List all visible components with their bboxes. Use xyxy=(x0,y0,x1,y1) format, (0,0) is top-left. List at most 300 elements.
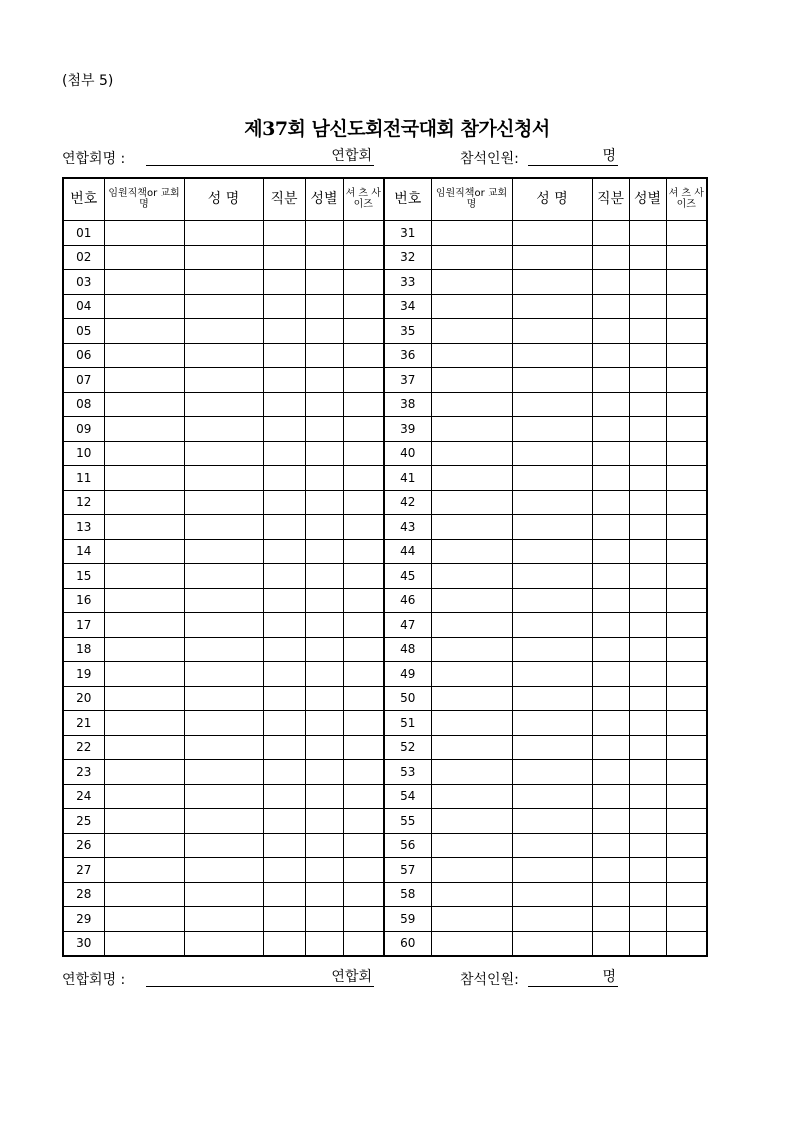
gender-cell[interactable] xyxy=(305,441,343,466)
office-cell[interactable] xyxy=(104,441,184,466)
office-cell[interactable] xyxy=(431,490,512,515)
position-cell[interactable] xyxy=(263,735,305,760)
shirt-size-cell[interactable] xyxy=(666,809,707,834)
shirt-size-cell[interactable] xyxy=(666,368,707,393)
name-cell[interactable] xyxy=(184,319,263,344)
gender-cell[interactable] xyxy=(305,858,343,883)
gender-cell[interactable] xyxy=(305,270,343,295)
position-cell[interactable] xyxy=(263,564,305,589)
name-cell[interactable] xyxy=(512,760,592,785)
gender-cell[interactable] xyxy=(305,466,343,491)
gender-cell[interactable] xyxy=(305,931,343,956)
shirt-size-cell[interactable] xyxy=(666,343,707,368)
name-cell[interactable] xyxy=(184,735,263,760)
gender-cell[interactable] xyxy=(629,784,666,809)
office-cell[interactable] xyxy=(104,711,184,736)
gender-cell[interactable] xyxy=(305,515,343,540)
office-cell[interactable] xyxy=(104,515,184,540)
shirt-size-cell[interactable] xyxy=(343,515,384,540)
name-cell[interactable] xyxy=(512,441,592,466)
office-cell[interactable] xyxy=(104,833,184,858)
office-cell[interactable] xyxy=(431,417,512,442)
gender-cell[interactable] xyxy=(305,417,343,442)
shirt-size-cell[interactable] xyxy=(343,735,384,760)
name-cell[interactable] xyxy=(512,882,592,907)
position-cell[interactable] xyxy=(263,392,305,417)
position-cell[interactable] xyxy=(592,735,629,760)
name-cell[interactable] xyxy=(512,221,592,246)
office-cell[interactable] xyxy=(104,588,184,613)
name-cell[interactable] xyxy=(512,245,592,270)
position-cell[interactable] xyxy=(263,882,305,907)
position-cell[interactable] xyxy=(263,441,305,466)
shirt-size-cell[interactable] xyxy=(666,711,707,736)
gender-cell[interactable] xyxy=(305,221,343,246)
office-cell[interactable] xyxy=(104,270,184,295)
shirt-size-cell[interactable] xyxy=(343,564,384,589)
gender-cell[interactable] xyxy=(305,343,343,368)
office-cell[interactable] xyxy=(431,515,512,540)
position-cell[interactable] xyxy=(263,613,305,638)
office-cell[interactable] xyxy=(104,294,184,319)
office-cell[interactable] xyxy=(431,343,512,368)
position-cell[interactable] xyxy=(263,637,305,662)
shirt-size-cell[interactable] xyxy=(666,784,707,809)
gender-cell[interactable] xyxy=(629,711,666,736)
office-cell[interactable] xyxy=(431,662,512,687)
name-cell[interactable] xyxy=(184,662,263,687)
office-cell[interactable] xyxy=(431,245,512,270)
position-cell[interactable] xyxy=(263,809,305,834)
office-cell[interactable] xyxy=(104,662,184,687)
gender-cell[interactable] xyxy=(629,392,666,417)
name-cell[interactable] xyxy=(184,882,263,907)
gender-cell[interactable] xyxy=(629,270,666,295)
name-cell[interactable] xyxy=(512,686,592,711)
position-cell[interactable] xyxy=(592,858,629,883)
gender-cell[interactable] xyxy=(305,245,343,270)
attendance-field[interactable]: 명 xyxy=(528,146,618,166)
gender-cell[interactable] xyxy=(305,637,343,662)
position-cell[interactable] xyxy=(263,539,305,564)
name-cell[interactable] xyxy=(512,858,592,883)
office-cell[interactable] xyxy=(104,539,184,564)
position-cell[interactable] xyxy=(592,343,629,368)
office-cell[interactable] xyxy=(431,613,512,638)
office-cell[interactable] xyxy=(104,343,184,368)
position-cell[interactable] xyxy=(592,637,629,662)
shirt-size-cell[interactable] xyxy=(343,882,384,907)
position-cell[interactable] xyxy=(592,588,629,613)
position-cell[interactable] xyxy=(263,343,305,368)
shirt-size-cell[interactable] xyxy=(666,441,707,466)
position-cell[interactable] xyxy=(263,368,305,393)
position-cell[interactable] xyxy=(592,907,629,932)
name-cell[interactable] xyxy=(184,221,263,246)
shirt-size-cell[interactable] xyxy=(666,735,707,760)
gender-cell[interactable] xyxy=(305,833,343,858)
office-cell[interactable] xyxy=(431,735,512,760)
shirt-size-cell[interactable] xyxy=(343,809,384,834)
name-cell[interactable] xyxy=(184,270,263,295)
position-cell[interactable] xyxy=(263,931,305,956)
union-name-field[interactable]: 연합회 xyxy=(146,967,374,987)
shirt-size-cell[interactable] xyxy=(666,907,707,932)
gender-cell[interactable] xyxy=(629,294,666,319)
name-cell[interactable] xyxy=(184,564,263,589)
position-cell[interactable] xyxy=(592,931,629,956)
name-cell[interactable] xyxy=(512,392,592,417)
position-cell[interactable] xyxy=(592,882,629,907)
gender-cell[interactable] xyxy=(305,368,343,393)
position-cell[interactable] xyxy=(263,221,305,246)
office-cell[interactable] xyxy=(104,245,184,270)
shirt-size-cell[interactable] xyxy=(343,858,384,883)
office-cell[interactable] xyxy=(104,368,184,393)
office-cell[interactable] xyxy=(431,368,512,393)
name-cell[interactable] xyxy=(184,833,263,858)
position-cell[interactable] xyxy=(592,294,629,319)
shirt-size-cell[interactable] xyxy=(343,613,384,638)
name-cell[interactable] xyxy=(512,564,592,589)
gender-cell[interactable] xyxy=(305,784,343,809)
office-cell[interactable] xyxy=(104,760,184,785)
shirt-size-cell[interactable] xyxy=(666,760,707,785)
shirt-size-cell[interactable] xyxy=(343,588,384,613)
name-cell[interactable] xyxy=(184,417,263,442)
gender-cell[interactable] xyxy=(305,319,343,344)
shirt-size-cell[interactable] xyxy=(666,490,707,515)
shirt-size-cell[interactable] xyxy=(343,245,384,270)
gender-cell[interactable] xyxy=(305,539,343,564)
name-cell[interactable] xyxy=(512,833,592,858)
name-cell[interactable] xyxy=(184,784,263,809)
name-cell[interactable] xyxy=(184,613,263,638)
shirt-size-cell[interactable] xyxy=(666,858,707,883)
position-cell[interactable] xyxy=(592,319,629,344)
gender-cell[interactable] xyxy=(305,613,343,638)
shirt-size-cell[interactable] xyxy=(666,931,707,956)
shirt-size-cell[interactable] xyxy=(666,294,707,319)
position-cell[interactable] xyxy=(592,809,629,834)
gender-cell[interactable] xyxy=(629,882,666,907)
gender-cell[interactable] xyxy=(629,490,666,515)
gender-cell[interactable] xyxy=(305,490,343,515)
shirt-size-cell[interactable] xyxy=(343,760,384,785)
shirt-size-cell[interactable] xyxy=(666,637,707,662)
position-cell[interactable] xyxy=(592,784,629,809)
shirt-size-cell[interactable] xyxy=(666,515,707,540)
position-cell[interactable] xyxy=(592,662,629,687)
shirt-size-cell[interactable] xyxy=(343,784,384,809)
name-cell[interactable] xyxy=(512,368,592,393)
position-cell[interactable] xyxy=(263,245,305,270)
office-cell[interactable] xyxy=(104,735,184,760)
office-cell[interactable] xyxy=(431,441,512,466)
shirt-size-cell[interactable] xyxy=(343,221,384,246)
position-cell[interactable] xyxy=(592,539,629,564)
gender-cell[interactable] xyxy=(629,417,666,442)
position-cell[interactable] xyxy=(592,368,629,393)
gender-cell[interactable] xyxy=(305,294,343,319)
position-cell[interactable] xyxy=(592,760,629,785)
gender-cell[interactable] xyxy=(629,833,666,858)
name-cell[interactable] xyxy=(184,686,263,711)
name-cell[interactable] xyxy=(184,441,263,466)
gender-cell[interactable] xyxy=(305,809,343,834)
position-cell[interactable] xyxy=(263,784,305,809)
office-cell[interactable] xyxy=(431,833,512,858)
gender-cell[interactable] xyxy=(629,319,666,344)
office-cell[interactable] xyxy=(431,760,512,785)
gender-cell[interactable] xyxy=(305,907,343,932)
gender-cell[interactable] xyxy=(305,662,343,687)
gender-cell[interactable] xyxy=(629,245,666,270)
office-cell[interactable] xyxy=(431,858,512,883)
gender-cell[interactable] xyxy=(629,907,666,932)
gender-cell[interactable] xyxy=(629,441,666,466)
position-cell[interactable] xyxy=(592,245,629,270)
name-cell[interactable] xyxy=(512,490,592,515)
position-cell[interactable] xyxy=(592,515,629,540)
name-cell[interactable] xyxy=(184,588,263,613)
shirt-size-cell[interactable] xyxy=(343,490,384,515)
position-cell[interactable] xyxy=(592,221,629,246)
name-cell[interactable] xyxy=(184,907,263,932)
shirt-size-cell[interactable] xyxy=(343,392,384,417)
name-cell[interactable] xyxy=(184,392,263,417)
shirt-size-cell[interactable] xyxy=(666,613,707,638)
shirt-size-cell[interactable] xyxy=(343,637,384,662)
shirt-size-cell[interactable] xyxy=(343,368,384,393)
gender-cell[interactable] xyxy=(629,221,666,246)
gender-cell[interactable] xyxy=(629,637,666,662)
gender-cell[interactable] xyxy=(629,931,666,956)
gender-cell[interactable] xyxy=(629,588,666,613)
shirt-size-cell[interactable] xyxy=(666,564,707,589)
shirt-size-cell[interactable] xyxy=(666,833,707,858)
position-cell[interactable] xyxy=(592,564,629,589)
gender-cell[interactable] xyxy=(305,760,343,785)
name-cell[interactable] xyxy=(512,613,592,638)
gender-cell[interactable] xyxy=(629,343,666,368)
name-cell[interactable] xyxy=(184,490,263,515)
name-cell[interactable] xyxy=(512,907,592,932)
office-cell[interactable] xyxy=(104,907,184,932)
office-cell[interactable] xyxy=(431,588,512,613)
name-cell[interactable] xyxy=(512,588,592,613)
shirt-size-cell[interactable] xyxy=(343,686,384,711)
name-cell[interactable] xyxy=(184,515,263,540)
name-cell[interactable] xyxy=(512,515,592,540)
position-cell[interactable] xyxy=(592,613,629,638)
position-cell[interactable] xyxy=(263,319,305,344)
office-cell[interactable] xyxy=(431,784,512,809)
shirt-size-cell[interactable] xyxy=(343,270,384,295)
gender-cell[interactable] xyxy=(629,539,666,564)
gender-cell[interactable] xyxy=(305,711,343,736)
name-cell[interactable] xyxy=(184,343,263,368)
name-cell[interactable] xyxy=(184,711,263,736)
name-cell[interactable] xyxy=(184,858,263,883)
name-cell[interactable] xyxy=(512,711,592,736)
gender-cell[interactable] xyxy=(305,564,343,589)
name-cell[interactable] xyxy=(184,294,263,319)
gender-cell[interactable] xyxy=(305,735,343,760)
office-cell[interactable] xyxy=(431,539,512,564)
position-cell[interactable] xyxy=(263,515,305,540)
position-cell[interactable] xyxy=(263,858,305,883)
position-cell[interactable] xyxy=(592,417,629,442)
position-cell[interactable] xyxy=(592,392,629,417)
name-cell[interactable] xyxy=(512,735,592,760)
position-cell[interactable] xyxy=(263,662,305,687)
shirt-size-cell[interactable] xyxy=(343,417,384,442)
gender-cell[interactable] xyxy=(305,882,343,907)
office-cell[interactable] xyxy=(431,466,512,491)
gender-cell[interactable] xyxy=(629,858,666,883)
shirt-size-cell[interactable] xyxy=(343,539,384,564)
office-cell[interactable] xyxy=(104,858,184,883)
name-cell[interactable] xyxy=(184,245,263,270)
name-cell[interactable] xyxy=(512,539,592,564)
position-cell[interactable] xyxy=(592,686,629,711)
position-cell[interactable] xyxy=(592,711,629,736)
name-cell[interactable] xyxy=(512,417,592,442)
office-cell[interactable] xyxy=(431,270,512,295)
office-cell[interactable] xyxy=(104,466,184,491)
office-cell[interactable] xyxy=(431,882,512,907)
office-cell[interactable] xyxy=(104,490,184,515)
name-cell[interactable] xyxy=(184,809,263,834)
name-cell[interactable] xyxy=(184,760,263,785)
office-cell[interactable] xyxy=(431,294,512,319)
position-cell[interactable] xyxy=(263,686,305,711)
shirt-size-cell[interactable] xyxy=(666,539,707,564)
shirt-size-cell[interactable] xyxy=(343,319,384,344)
office-cell[interactable] xyxy=(104,637,184,662)
shirt-size-cell[interactable] xyxy=(666,882,707,907)
office-cell[interactable] xyxy=(104,784,184,809)
office-cell[interactable] xyxy=(431,711,512,736)
office-cell[interactable] xyxy=(104,564,184,589)
shirt-size-cell[interactable] xyxy=(666,588,707,613)
position-cell[interactable] xyxy=(592,270,629,295)
name-cell[interactable] xyxy=(512,270,592,295)
position-cell[interactable] xyxy=(592,490,629,515)
office-cell[interactable] xyxy=(431,686,512,711)
office-cell[interactable] xyxy=(431,392,512,417)
gender-cell[interactable] xyxy=(305,392,343,417)
office-cell[interactable] xyxy=(431,564,512,589)
gender-cell[interactable] xyxy=(629,809,666,834)
shirt-size-cell[interactable] xyxy=(666,221,707,246)
gender-cell[interactable] xyxy=(629,564,666,589)
position-cell[interactable] xyxy=(263,711,305,736)
shirt-size-cell[interactable] xyxy=(666,319,707,344)
position-cell[interactable] xyxy=(263,490,305,515)
position-cell[interactable] xyxy=(263,833,305,858)
name-cell[interactable] xyxy=(184,539,263,564)
position-cell[interactable] xyxy=(592,441,629,466)
name-cell[interactable] xyxy=(512,809,592,834)
office-cell[interactable] xyxy=(104,392,184,417)
position-cell[interactable] xyxy=(263,466,305,491)
shirt-size-cell[interactable] xyxy=(666,662,707,687)
office-cell[interactable] xyxy=(104,882,184,907)
shirt-size-cell[interactable] xyxy=(343,907,384,932)
name-cell[interactable] xyxy=(512,784,592,809)
office-cell[interactable] xyxy=(431,809,512,834)
office-cell[interactable] xyxy=(431,637,512,662)
name-cell[interactable] xyxy=(184,466,263,491)
shirt-size-cell[interactable] xyxy=(343,441,384,466)
shirt-size-cell[interactable] xyxy=(343,662,384,687)
position-cell[interactable] xyxy=(263,270,305,295)
shirt-size-cell[interactable] xyxy=(666,686,707,711)
office-cell[interactable] xyxy=(104,417,184,442)
shirt-size-cell[interactable] xyxy=(666,417,707,442)
office-cell[interactable] xyxy=(431,931,512,956)
office-cell[interactable] xyxy=(431,319,512,344)
gender-cell[interactable] xyxy=(629,613,666,638)
name-cell[interactable] xyxy=(512,466,592,491)
office-cell[interactable] xyxy=(431,221,512,246)
office-cell[interactable] xyxy=(104,613,184,638)
shirt-size-cell[interactable] xyxy=(343,466,384,491)
gender-cell[interactable] xyxy=(305,686,343,711)
shirt-size-cell[interactable] xyxy=(343,343,384,368)
shirt-size-cell[interactable] xyxy=(343,711,384,736)
shirt-size-cell[interactable] xyxy=(343,294,384,319)
position-cell[interactable] xyxy=(592,833,629,858)
gender-cell[interactable] xyxy=(629,735,666,760)
gender-cell[interactable] xyxy=(629,368,666,393)
position-cell[interactable] xyxy=(592,466,629,491)
shirt-size-cell[interactable] xyxy=(666,245,707,270)
name-cell[interactable] xyxy=(512,343,592,368)
shirt-size-cell[interactable] xyxy=(343,833,384,858)
shirt-size-cell[interactable] xyxy=(666,466,707,491)
attendance-field[interactable]: 명 xyxy=(528,967,618,987)
position-cell[interactable] xyxy=(263,294,305,319)
name-cell[interactable] xyxy=(512,637,592,662)
gender-cell[interactable] xyxy=(305,588,343,613)
union-name-field[interactable]: 연합회 xyxy=(146,146,374,166)
office-cell[interactable] xyxy=(431,907,512,932)
name-cell[interactable] xyxy=(184,368,263,393)
shirt-size-cell[interactable] xyxy=(666,270,707,295)
name-cell[interactable] xyxy=(184,931,263,956)
position-cell[interactable] xyxy=(263,907,305,932)
office-cell[interactable] xyxy=(104,931,184,956)
gender-cell[interactable] xyxy=(629,662,666,687)
gender-cell[interactable] xyxy=(629,515,666,540)
shirt-size-cell[interactable] xyxy=(666,392,707,417)
office-cell[interactable] xyxy=(104,221,184,246)
gender-cell[interactable] xyxy=(629,760,666,785)
position-cell[interactable] xyxy=(263,760,305,785)
name-cell[interactable] xyxy=(512,319,592,344)
name-cell[interactable] xyxy=(512,662,592,687)
office-cell[interactable] xyxy=(104,809,184,834)
position-cell[interactable] xyxy=(263,417,305,442)
gender-cell[interactable] xyxy=(629,466,666,491)
office-cell[interactable] xyxy=(104,686,184,711)
gender-cell[interactable] xyxy=(629,686,666,711)
position-cell[interactable] xyxy=(263,588,305,613)
office-cell[interactable] xyxy=(104,319,184,344)
